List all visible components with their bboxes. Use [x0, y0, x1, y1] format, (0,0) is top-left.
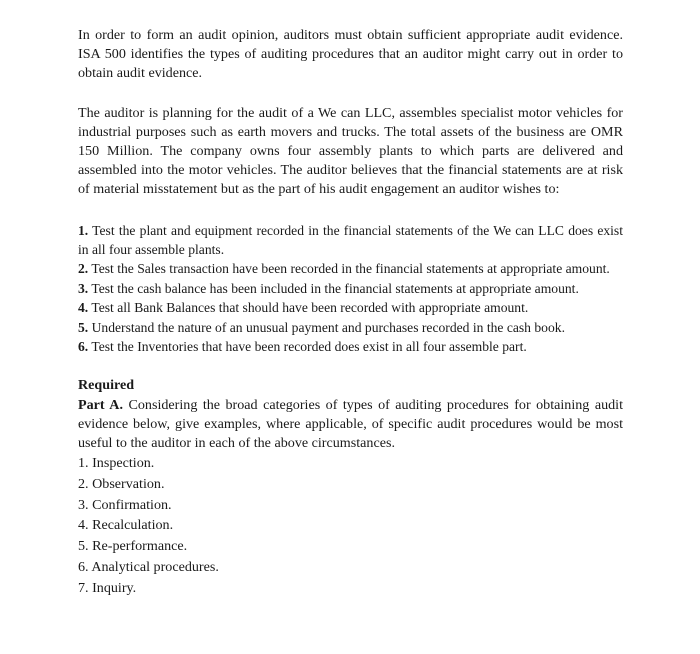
list-item: 6. Analytical procedures. [78, 558, 219, 575]
task-list [78, 221, 623, 357]
procedure-list [78, 453, 623, 598]
task-number: 2. [78, 261, 89, 277]
required-section [78, 376, 623, 598]
list-item [78, 318, 623, 337]
list-item [78, 279, 623, 298]
scenario-paragraph: The auditor is planning for the audit of a We can LLC, assembles specialist motor vehicles for industrial purposes such as earth movers and trucks. The total assets of the business are OMR 150 Million. The company owns four assembly plants to which parts are delivered and assembled into the motor vehicles. The auditor believes that the financial statements are at risk of material misstatement but as the part of his audit engagement an auditor wishes to: [78, 104, 623, 198]
task-text: Test the Inventories that have been recorded does exist in all four assemble part. [91, 339, 527, 355]
task-text: Test the cash balance has been included in the financial statements at appropriate amount. [91, 280, 579, 296]
list-item [78, 221, 623, 260]
list-item: 2. Observation. [78, 475, 165, 492]
list-item: 1. Inspection. [78, 455, 155, 472]
list-item: 3. Confirmation. [78, 496, 172, 513]
document-page [78, 26, 623, 598]
task-number: 4. [78, 300, 89, 316]
task-text: Test the plant and equipment recorded in the financial statements of the We can LLC does exist in all four assemble plants. [78, 222, 623, 258]
part-a-label: Part A. [78, 396, 123, 413]
list-item [78, 337, 623, 356]
list-item [78, 259, 623, 278]
task-text: Understand the nature of an unusual payment and purchases recorded in the cash book. [91, 319, 565, 335]
task-text: Test all Bank Balances that should have been recorded with appropriate amount. [91, 300, 529, 316]
part-a-text: Considering the broad categories of types of auditing procedures for obtaining audit evidence below, give examples, where applicable, of specific audit procedures would be most useful to the auditor in each of the above circumstances. [78, 396, 623, 452]
list-item [78, 298, 623, 317]
task-text: Test the Sales transaction have been recorded in the financial statements at appropriate amount. [91, 261, 610, 277]
intro-paragraph: In order to form an audit opinion, auditors must obtain sufficient appropriate audit evidence. ISA 500 identifies the types of auditing procedures that an auditor might carry out in order to obtain audit evidence. [78, 27, 623, 82]
list-item: 4. Recalculation. [78, 517, 174, 534]
part-a-paragraph [78, 396, 623, 454]
required-heading: Required [78, 377, 135, 394]
list-item: 5. Re-performance. [78, 538, 188, 555]
task-number: 3. [78, 280, 89, 296]
task-number: 5. [78, 319, 89, 335]
list-item: 7. Inquiry. [78, 579, 137, 596]
task-number: 6. [78, 339, 89, 355]
task-number: 1. [78, 222, 89, 238]
